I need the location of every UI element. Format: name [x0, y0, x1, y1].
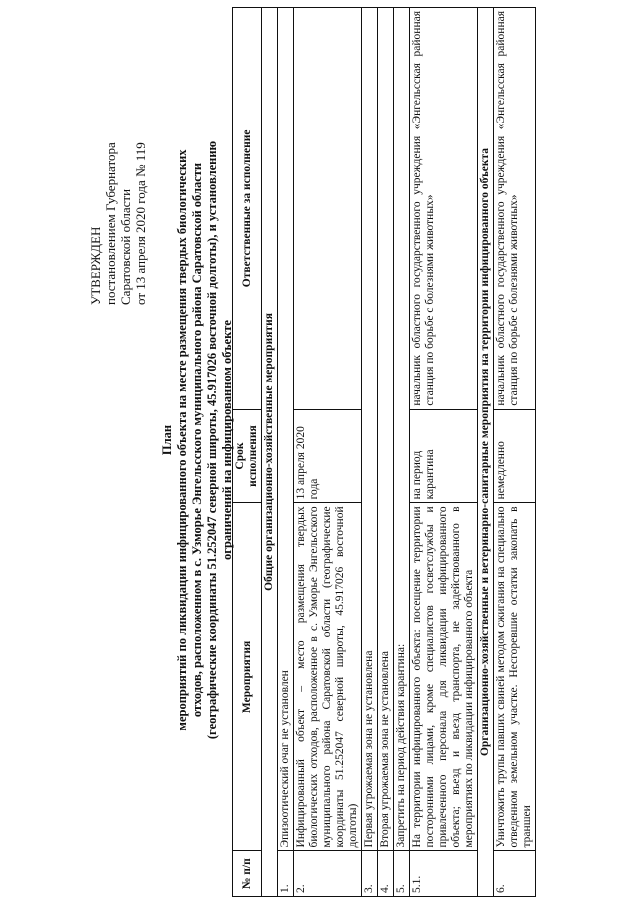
table-row	[278, 8, 294, 897]
row-responsible	[294, 8, 362, 410]
table-row	[410, 8, 478, 897]
row-term: немедленно	[494, 409, 536, 503]
header-responsible: Ответственные за исполнение	[233, 8, 262, 410]
row-num: 5.	[394, 851, 410, 897]
header-num: № п/п	[233, 851, 262, 897]
section-row	[478, 8, 494, 897]
title-body: мероприятий по ликвидации инфицированного объекта на месте размещения твердых биологических отходов, расположенном в с. Узморье Энгельсского муниципального района Саратовской области (географические координаты 51.252047 северной широты, 45.917026 восточной долготы), и установлению ограничений на инфицированном объекте	[175, 140, 234, 740]
approval-title: УТВЕРЖДЕН	[88, 226, 103, 305]
table-row	[394, 8, 410, 897]
row-responsible: начальник областного государственного учреждения «Энгельсская районная станция по борьбе с болезнями животных»	[494, 8, 536, 410]
plan-table	[232, 7, 536, 897]
row-responsible: начальник областного государственного учреждения «Энгельсская районная станция по борьбе с болезнями животных»	[410, 8, 478, 410]
row-action: На территории инфицированного объекта: посещение территории посторонними лицами, кроме специалистов госветслужбы и привлеченного персонала для ликвидации инфицированного объекта; въезд и въезд транспорта, не задействованного в мероприятиях по ликвидации инфицированного объекта	[410, 503, 478, 851]
section-heading: Организационно-хозяйственные и ветеринарно-санитарные мероприятия на территории инфицированного объекта	[478, 8, 494, 897]
document-title	[160, 125, 235, 755]
title-heading: План	[160, 424, 174, 456]
table-header-row	[233, 8, 262, 897]
table-row	[378, 8, 394, 897]
row-num: 4.	[378, 851, 394, 897]
row-action: Инфицированный объект – место размещения твердых биологических отходов, расположенное в с. Узморье Энгельсского муниципального района Саратовской области (географические координаты 51.252047 северной широты, 45.917026 восточной долготы)	[294, 503, 362, 851]
approval-line: постановлением Губернатора	[103, 142, 118, 305]
row-num: 1.	[278, 851, 294, 897]
approval-line: Саратовской области	[118, 188, 133, 305]
table-row	[362, 8, 378, 897]
row-term: 13 апреля 2020 года	[294, 409, 362, 503]
approval-stamp	[88, 142, 148, 305]
row-num: 3.	[362, 851, 378, 897]
header-action: Мероприятия	[233, 503, 262, 851]
table-row	[494, 8, 536, 897]
row-action: Первая угрожаемая зона не установлена	[362, 8, 378, 851]
section-row	[262, 8, 278, 897]
row-num: 6.	[494, 851, 536, 897]
row-num: 2.	[294, 851, 362, 897]
row-term: на период карантина	[410, 409, 478, 503]
section-heading: Общие организационно-хозяйственные мероприятия	[262, 8, 278, 897]
row-num: 5.1.	[410, 851, 478, 897]
approval-date: от 13 апреля 2020 года № 119	[133, 142, 148, 305]
row-action: Вторая угрожаемая зона не установлена	[378, 8, 394, 851]
row-action: Уничтожить трупы павших свиней методом сжигания на специально отведенном земельном участке. Несгоревшие остатки закопать в траншеи	[494, 503, 536, 851]
header-term: Срок исполнения	[233, 409, 262, 503]
row-action: Эпизоотический очаг не установлен	[278, 8, 294, 851]
row-action: Запретить на период действия карантина:	[394, 8, 410, 851]
table-row	[294, 8, 362, 897]
